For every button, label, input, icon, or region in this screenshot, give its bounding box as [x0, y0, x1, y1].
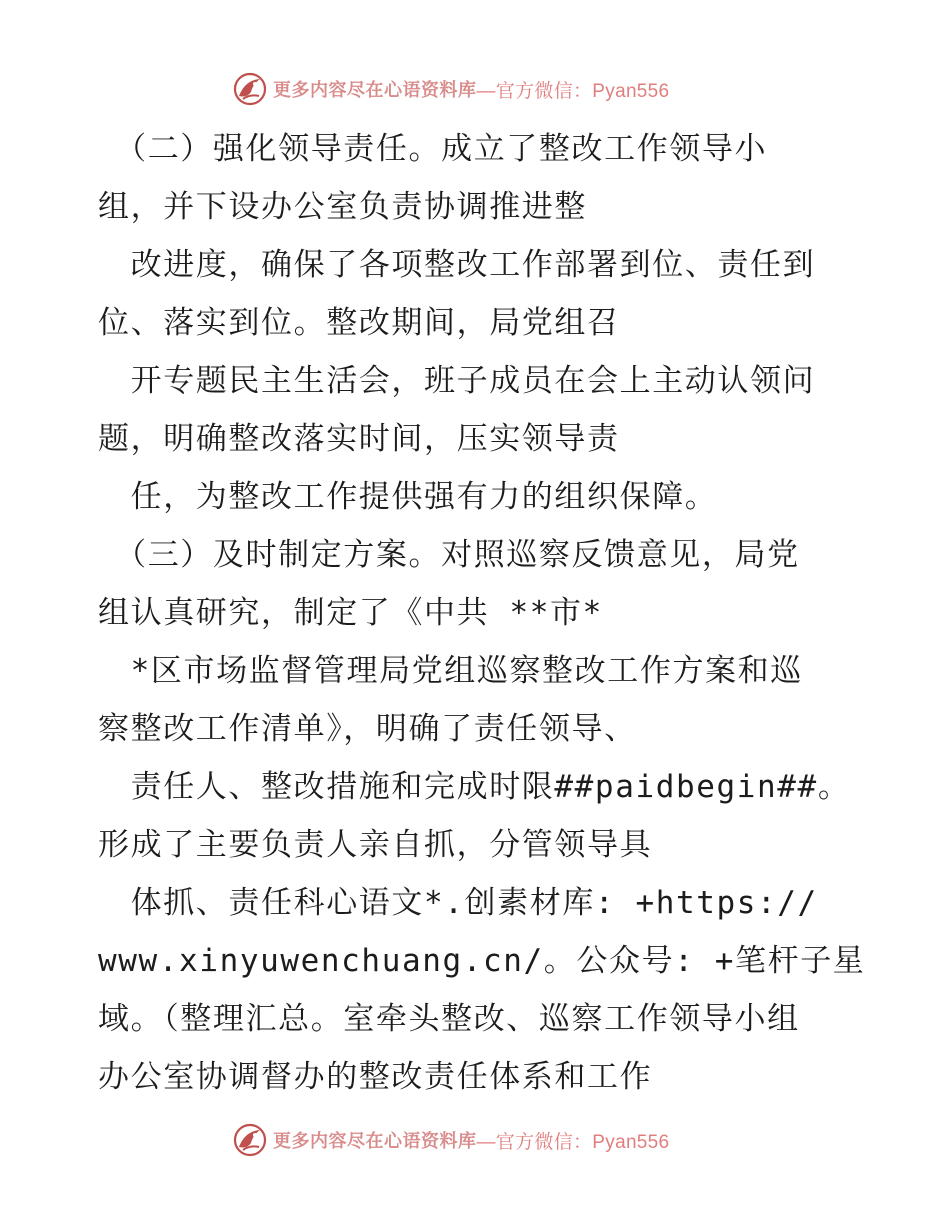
body-line: 责任人、整改措施和完成时限##paidbegin##。: [98, 769, 851, 805]
body-line: 题，明确整改落实时间，压实领导责: [98, 421, 620, 457]
brand-logo-icon: [233, 72, 267, 106]
footer-banner: [233, 1122, 669, 1158]
body-line: （三）及时制定方案。对照巡察反馈意见，局党: [98, 537, 800, 573]
document-body: [98, 120, 866, 1106]
body-line: 形成了主要负责人亲自抓，分管领导具: [98, 827, 653, 863]
body-line: 办公室协调督办的整改责任体系和工作: [98, 1059, 653, 1095]
banner-contact-text: —官方微信：Pyan556: [476, 80, 670, 102]
banner-brand-text: 更多内容尽在心语资料库: [273, 80, 477, 101]
body-line: 察整改工作清单》，明确了责任领导、: [98, 711, 637, 747]
body-line: 位、落实到位。整改期间，局党组召: [98, 305, 620, 341]
body-line: 域。（整理汇总。室牵头整改、巡察工作领导小组: [98, 1001, 800, 1037]
banner-brand-text: 更多内容尽在心语资料库: [273, 1131, 477, 1152]
body-line: 组认真研究，制定了《中共 **市*: [98, 595, 603, 631]
body-line: （二）强化领导责任。成立了整改工作领导小: [98, 131, 768, 167]
body-line: 任，为整改工作提供强有力的组织保障。: [98, 479, 718, 515]
banner-contact-text: —官方微信：Pyan556: [476, 1131, 670, 1153]
body-line: 开专题民主生活会，班子成员在会上主动认领问: [98, 363, 816, 399]
body-line: 组，并下设办公室负责协调推进整: [98, 189, 587, 225]
body-line: *区市场监督管理局党组巡察整改工作方案和巡: [98, 653, 803, 689]
body-line: 改进度，确保了各项整改工作部署到位、责任到: [98, 247, 816, 283]
body-line: 体抓、责任科心语文*.创素材库: +https://: [98, 885, 818, 921]
header-banner: [233, 71, 669, 107]
brand-logo-icon: [233, 1123, 267, 1157]
body-line: www.xinyuwenchuang.cn/。公众号: +笔杆子星: [98, 943, 866, 979]
